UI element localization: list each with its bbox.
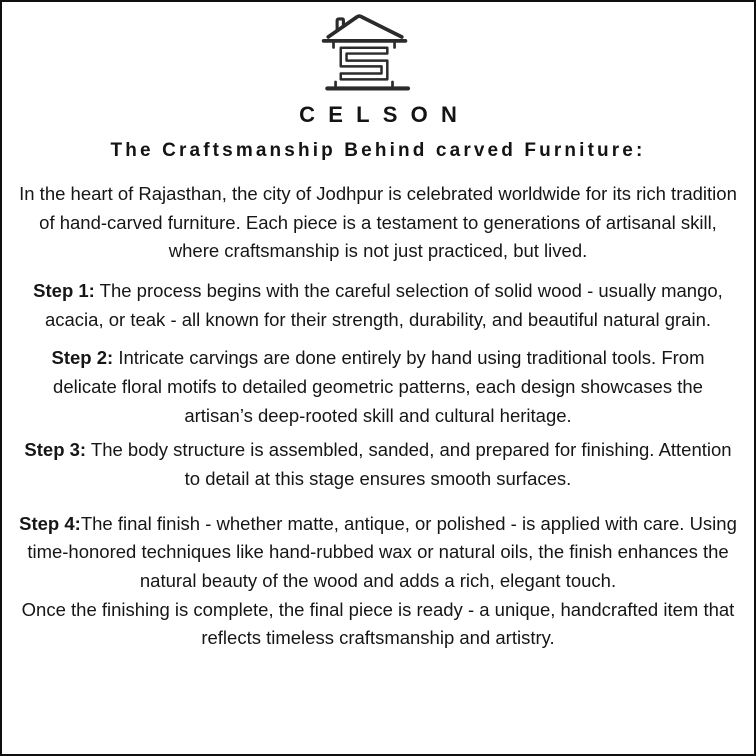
step-4-label: Step 4: — [19, 512, 81, 534]
step-2-paragraph — [19, 344, 737, 430]
step-1-paragraph — [19, 277, 737, 334]
step-3-paragraph — [19, 436, 737, 493]
infographic-card — [2, 2, 754, 754]
step-4-paragraph — [19, 510, 737, 596]
step-4-text: The final finish - whether matte, antique, or polished - is applied with care. Using time-honored techniques like hand-rubbed wax or natural oils, the finish enhances the natural beauty of the wood and adds a rich, elegant touch. — [27, 512, 737, 592]
intro-paragraph: In the heart of Rajasthan, the city of Jodhpur is celebrated worldwide for its rich tradition of hand-carved furniture. Each piece is a testament to generations of artisanal skill, where craftsmanship is not just practiced, but lived. — [19, 183, 737, 262]
step-2-label: Step 2: — [51, 347, 114, 369]
closing-paragraph: Once the finishing is complete, the final piece is ready - a unique, handcrafted item that reflects timeless craftsmanship and artistry. — [21, 598, 735, 649]
step-3-text: The body structure is assembled, sanded, and prepared for finishing. Attention to detail at this stage ensures smooth surfaces. — [86, 439, 732, 490]
step-1-label: Step 1: — [33, 280, 95, 302]
page-title: The Craftsmanship Behind carved Furniture: — [110, 140, 646, 161]
brand-name: CELSON — [299, 102, 471, 127]
step-1-text: The process begins with the careful selection of solid wood - usually mango, acacia, or teak - all known for their strength, durability, and beautiful natural grain. — [44, 280, 723, 330]
step-2-text: Intricate carvings are done entirely by hand using traditional tools. From delicate floral motifs to detailed geometric patterns, each design showcases the artisan’s deep-rooted skill and cultural heritage. — [53, 347, 705, 426]
step-3-label: Step 3: — [24, 439, 87, 461]
house-s-monogram-icon — [321, 10, 435, 99]
